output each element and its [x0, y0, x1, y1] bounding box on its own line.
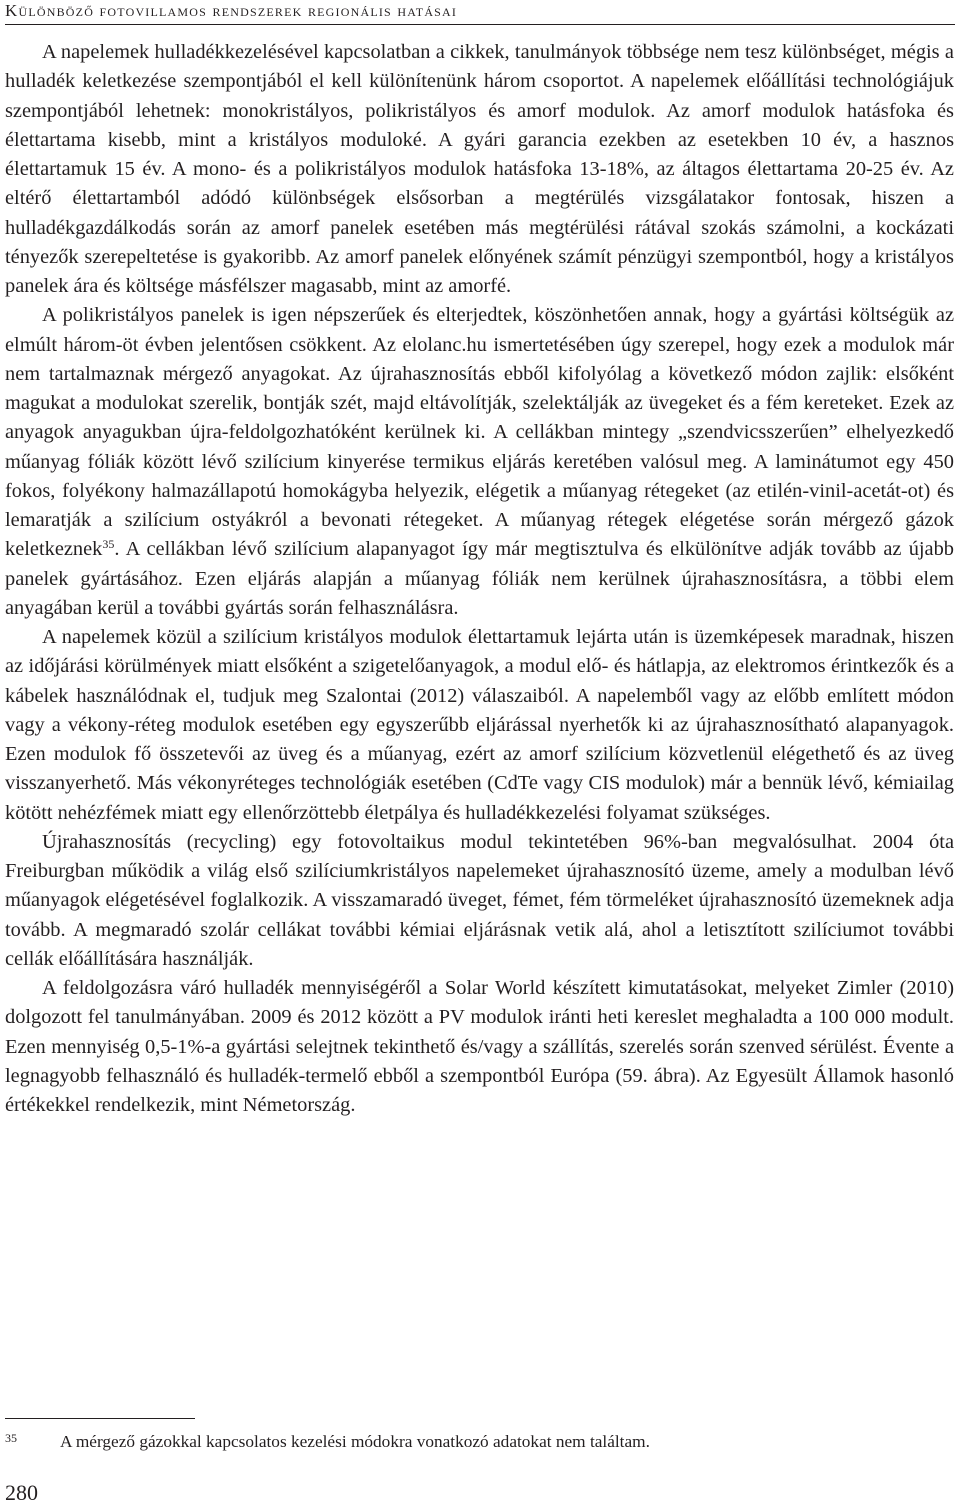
paragraph-text-continued: . A cellákban lévő szilícium alapanyagot így már megtisztulva és elkülönítve adják tovább az újabb panelek gyártásához. Ezen eljárás alapján a műanyag fóliák nem kerülnek újrahasznosításra, a többi elem anyagában kerül a további gyártás során felhasználásra.: [5, 538, 954, 619]
footnote-reference[interactable]: 35: [102, 537, 115, 552]
footnote-number: 35: [5, 1431, 17, 1445]
paragraph: [5, 828, 954, 974]
paragraph: [5, 38, 954, 301]
footnote-text: A mérgező gázokkal kapcsolatos kezelési módokra vonatkozó adatokat nem találtam.: [60, 1432, 650, 1451]
paragraph-text: A napelemek hulladékkezelésével kapcsolatban a cikkek, tanulmányok többsége nem tesz különbséget, mégis a hulladék keletkezése szempontjából el kell különítenünk három csoportot. A napelemek előállítási technológiájuk szempontjából lehetnek: monokristályos, polikristályos és amorf modulok. Az amorf modulok hatásfoka és élettartama kisebb, mint a kristályos moduloké. A gyári garancia ezekben az esetekben 10 év, a hasznos élettartamuk 15 év. A mono- és a polikristályos modulok hatásfoka 13-18%, az áltagos élettartama 20-25 év. Az eltérő élettartamból adódó különbségek elsősorban a megtérülés vizsgálatakor fontosak, hiszen a hulladékgazdálkodás során az amorf panelek esetében más megtérülési rátával szokás számolni, a kockázati tényezők szerepeltetése is gyakoribb. Az amorf panelek előnyének számít pénzügyi szempontból, hogy a kristályos panelek ára és költsége másfélszer magasabb, mint az amorfé.: [5, 41, 954, 297]
paragraph-text: A feldolgozásra váró hulladék mennyiségéről a Solar World készített kimutatásokat, melyeket Zimler (2010) dolgozott fel tanulmányában. 2009 és 2012 között a PV modulok iránti heti kereslet meghaladta a 100 000 modult. Ezen mennyiség 0,5-1%-a gyártási selejtnek tekinthető és/vagy a szállítás, szerelés során szenved sérülést. Évente a legnagyobb felhasználó és hulladék-termelő ebből a szempontból Európa (59. ábra). Az Egyesült Államok hasonló értékekkel rendelkezik, mint Németország.: [5, 977, 954, 1116]
paragraph: [5, 301, 954, 623]
paragraph: [5, 974, 954, 1120]
page-number: 280: [5, 1480, 38, 1505]
body-text: [5, 38, 954, 1120]
paragraph-text: A napelemek közül a szilícium kristályos modulok élettartamuk lejárta után is üzemképesek maradnak, hiszen az időjárási körülmények miatt elsőként a szigetelőanyagok, a modul elő- és hátlapja, az elektromos érintkezők és a kábelek használódnak el, tudjuk meg Szalontai (2012) válaszaiból. A napelemből vagy az előbb említett módon vagy a vékony-réteg modulok esetében egy egyszerűbb eljárással nyerhetők ki az újrahasznosítható alapanyagok. Ezen modulok fő összetevői az üveg és a műanyag, ezért az amorf szilícium közvetlenül elégethető és az üveg visszanyerhető. Más vékonyréteges technológiák esetében (CdTe vagy CIS modulok) már a bennük lévő, kémiailag kötött nehézfémek miatt egy ellenőrzöttebb életpálya és hulladékkezelési folyamat szükséges.: [5, 626, 954, 824]
footnote-separator: [5, 1418, 195, 1419]
paragraph: [5, 623, 954, 828]
running-header: [5, 0, 955, 25]
paragraph-text: Újrahasznosítás (recycling) egy fotovoltaikus modul tekintetében 96%-ban megvalósulhat. 2004 óta Freiburgban működik a világ első szilíciumkristályos napelemeket újrahasznosító üzeme, amely a modulban lévő műanyagok elégetésével foglalkozik. A visszamaradó üveget, fémet, fém törmeléket újrahasznosító üzemeknek adja tovább. A megmaradó szolár cellákat további kémiai eljárásnak vetik alá, ahol a letisztított szilíciumot további cellák előállítására használják.: [5, 830, 954, 970]
running-title: Különböző fotovillamos rendszerek regionális hatásai: [5, 1, 458, 20]
paragraph-text: A polikristályos panelek is igen népszerűek és elterjedtek, köszönhetően annak, hogy a gyártási költségük az elmúlt három-öt évben jelentősen csökkent. Az elolanc.hu ismertetésében úgy szerepel, hogy ezek a modulok már nem tartalmaznak mérgező anyagokat. Az újrahasznosítás ebből kifolyólag a következő módon zajlik: elsőként magukat a modulokat szerelik, bontják szét, majd eltávolítják, szelektálják az üvegeket és a fém kereteket. Ezek az anyagok anyagukban újra-feldolgozhatóként kerülnek ki. A cellákban mintegy „szendvicsszerűen” elhelyezkedő műanyag fóliák között lévő szilícium kinyerése termikus eljárás keretében valósul meg. A laminátumot egy 450 fokos, folyékony halmazállapotú homokágyba helyezik, elégetik a műanyag rétegeket (az etilén-vinil-acetát-ot) és lemaratják a szilícium ostyákról a bevonati rétegeket. A műanyag rétegek elégetése során mérgező gázok keletkeznek: [5, 304, 954, 561]
footnote: [5, 1425, 945, 1455]
